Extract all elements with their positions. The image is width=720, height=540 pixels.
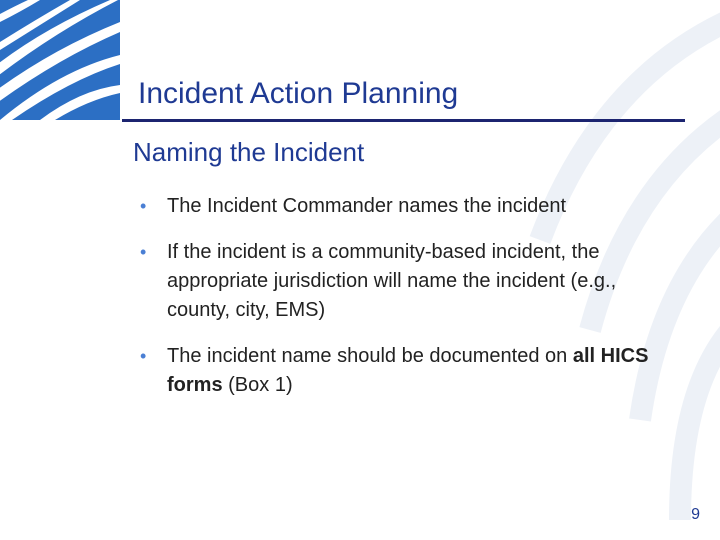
bullet-text: The Incident Commander names the incident: [167, 195, 567, 217]
bullet-icon: •: [140, 346, 147, 366]
slide-subtitle: Naming the Incident: [133, 137, 365, 167]
bullet-list: [140, 192, 670, 417]
bullet-item: [140, 342, 670, 400]
bullet-icon: •: [140, 242, 147, 262]
bullet-text-after: (Box 1): [222, 374, 293, 396]
bullet-text: If the incident is a community-based incident, the appropriate jurisdiction will name the incident (e.g., county, city, EMS): [167, 241, 617, 321]
bullet-item: [140, 192, 670, 221]
bullet-icon: •: [140, 196, 147, 216]
bullet-item: [140, 238, 670, 325]
title-divider: [122, 119, 685, 122]
slide-title: Incident Action Planning: [138, 77, 459, 110]
bullet-text-before: The incident name should be documented on: [167, 345, 573, 367]
page-number: 9: [691, 506, 700, 523]
logo-icon: [0, 0, 120, 120]
bullet-text-bold: all HICS forms: [167, 345, 649, 396]
